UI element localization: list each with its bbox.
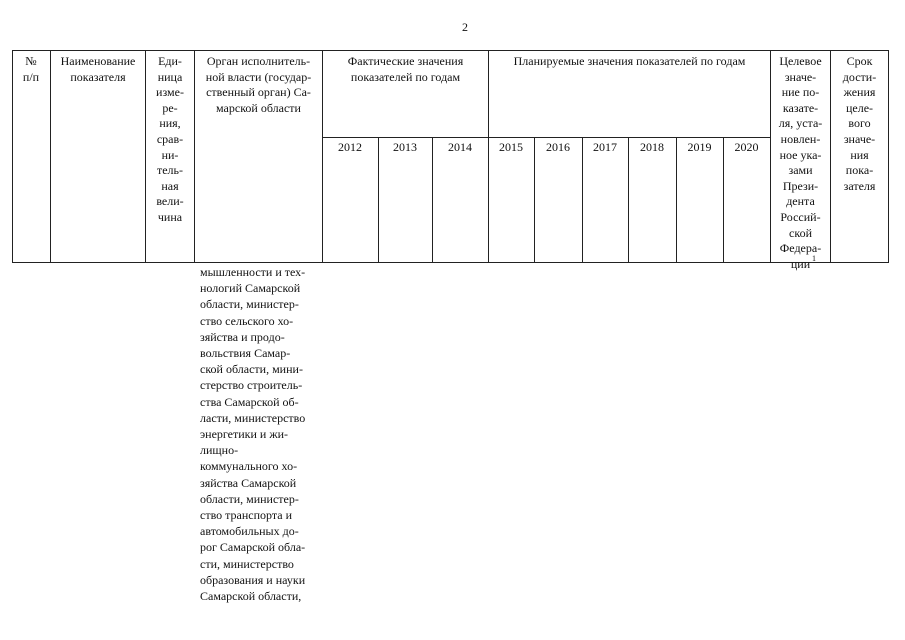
continuation-line: сти, министерство — [200, 556, 294, 571]
header-line: чина — [157, 209, 183, 224]
header-actual-values — [323, 54, 488, 85]
year-header-2017: 2017 — [593, 140, 617, 154]
header-line: ской — [789, 225, 812, 240]
header-line: Федера- — [779, 241, 822, 256]
year-header-2012: 2012 — [338, 140, 362, 154]
header-line: п/п — [22, 69, 40, 84]
continuation-line: ство сельского хо- — [200, 313, 294, 328]
column-divider — [488, 50, 489, 263]
organ-continuation-text — [200, 264, 330, 604]
table-bottom-border — [12, 262, 888, 263]
continuation-line: лищно- — [200, 443, 239, 458]
continuation-line: рог Самарской обла- — [200, 540, 306, 555]
header-line: ния, — [159, 116, 181, 131]
header-line: ная — [161, 178, 179, 193]
table-top-border — [12, 50, 888, 51]
header-line: ни- — [161, 147, 179, 162]
continuation-line: образования и науки — [200, 572, 306, 587]
continuation-line: области, министер- — [200, 491, 299, 506]
year-header-2015: 2015 — [499, 140, 523, 154]
header-line: дента — [786, 194, 815, 209]
column-divider — [378, 137, 379, 263]
header-line: вого — [848, 116, 871, 131]
continuation-line: стерство строитель- — [200, 378, 303, 393]
column-divider — [582, 137, 583, 263]
continuation-line: мышленности и тех- — [200, 265, 306, 279]
continuation-line: Самарской области, — [200, 589, 302, 604]
header-line: казате- — [782, 100, 819, 115]
header-line: зами — [788, 163, 813, 178]
header-unit — [146, 54, 194, 226]
header-line: Еди- — [158, 54, 182, 68]
header-line: ственный орган) Са- — [206, 85, 311, 100]
header-line: ница — [157, 69, 183, 84]
header-line: марской области — [216, 100, 301, 115]
header-line: Орган исполнитель- — [206, 54, 311, 68]
header-line: показателя — [70, 69, 126, 84]
column-divider — [628, 137, 629, 263]
header-line: показателей по годам — [350, 69, 461, 84]
header-planned-values: Планируемые значения показателей по годам — [513, 54, 746, 68]
header-line: Наименование — [60, 54, 136, 68]
header-num — [13, 54, 49, 85]
header-organ — [195, 54, 322, 116]
header-line: Целевое — [779, 54, 822, 68]
year-header-2016: 2016 — [546, 140, 570, 154]
column-divider — [534, 137, 535, 263]
column-divider — [432, 137, 433, 263]
continuation-line: коммунального хо- — [200, 459, 298, 474]
header-line: ной власти (государ- — [205, 69, 312, 84]
header-line: ние по- — [781, 85, 820, 100]
year-header-2013: 2013 — [393, 140, 417, 154]
header-line: ния — [850, 147, 869, 162]
year-header-2014: 2014 — [448, 140, 472, 154]
continuation-line: автомобильных до- — [200, 524, 299, 539]
column-divider — [723, 137, 724, 263]
year-row-divider — [322, 137, 770, 138]
header-line: новлен- — [780, 131, 821, 146]
continuation-line: ство транспорта и — [200, 508, 293, 523]
header-line: ное ука- — [779, 147, 822, 162]
header-line: дости- — [842, 69, 877, 84]
header-line: ля, уста- — [778, 116, 823, 131]
page-number: 2 — [462, 20, 468, 34]
header-line: зателя — [843, 178, 876, 193]
header-line: вели- — [156, 194, 184, 209]
header-line: целе- — [845, 100, 874, 115]
header-line: значе- — [843, 131, 876, 146]
column-divider — [676, 137, 677, 263]
continuation-line: зяйства Самарской — [200, 475, 297, 490]
header-name — [51, 54, 145, 85]
continuation-line: ской области, мини- — [200, 362, 303, 377]
continuation-line: ства Самарской об- — [200, 394, 299, 409]
continuation-line: ласти, министерство — [200, 410, 306, 425]
header-line: пока- — [845, 163, 874, 178]
continuation-line: нологий Самарской — [200, 281, 301, 296]
year-header-2020: 2020 — [734, 140, 759, 154]
header-target-value — [771, 54, 830, 272]
continuation-line: зяйства и продо- — [200, 329, 285, 344]
continuation-line: вольствия Самар- — [200, 346, 291, 361]
header-line: Россий- — [780, 209, 821, 224]
header-line: тель- — [156, 163, 184, 178]
column-divider — [888, 50, 889, 263]
header-line: срав- — [156, 131, 184, 146]
header-line: значе- — [784, 69, 817, 84]
header-line: Прези- — [782, 178, 819, 193]
footnote-marker: 1 — [812, 253, 816, 263]
year-header-2018: 2018 — [640, 140, 664, 154]
header-line: Фактические значения — [347, 54, 464, 68]
header-line: Срок — [846, 54, 873, 68]
continuation-line: энергетики и жи- — [200, 427, 289, 442]
header-line: № — [25, 54, 37, 68]
header-line: ции — [790, 256, 811, 271]
continuation-line: области, министер- — [200, 297, 299, 312]
header-line: жения — [843, 85, 876, 100]
year-header-2019: 2019 — [687, 140, 712, 154]
header-line: изме- — [156, 85, 184, 100]
header-line: ре- — [162, 100, 178, 115]
header-deadline — [831, 54, 888, 194]
